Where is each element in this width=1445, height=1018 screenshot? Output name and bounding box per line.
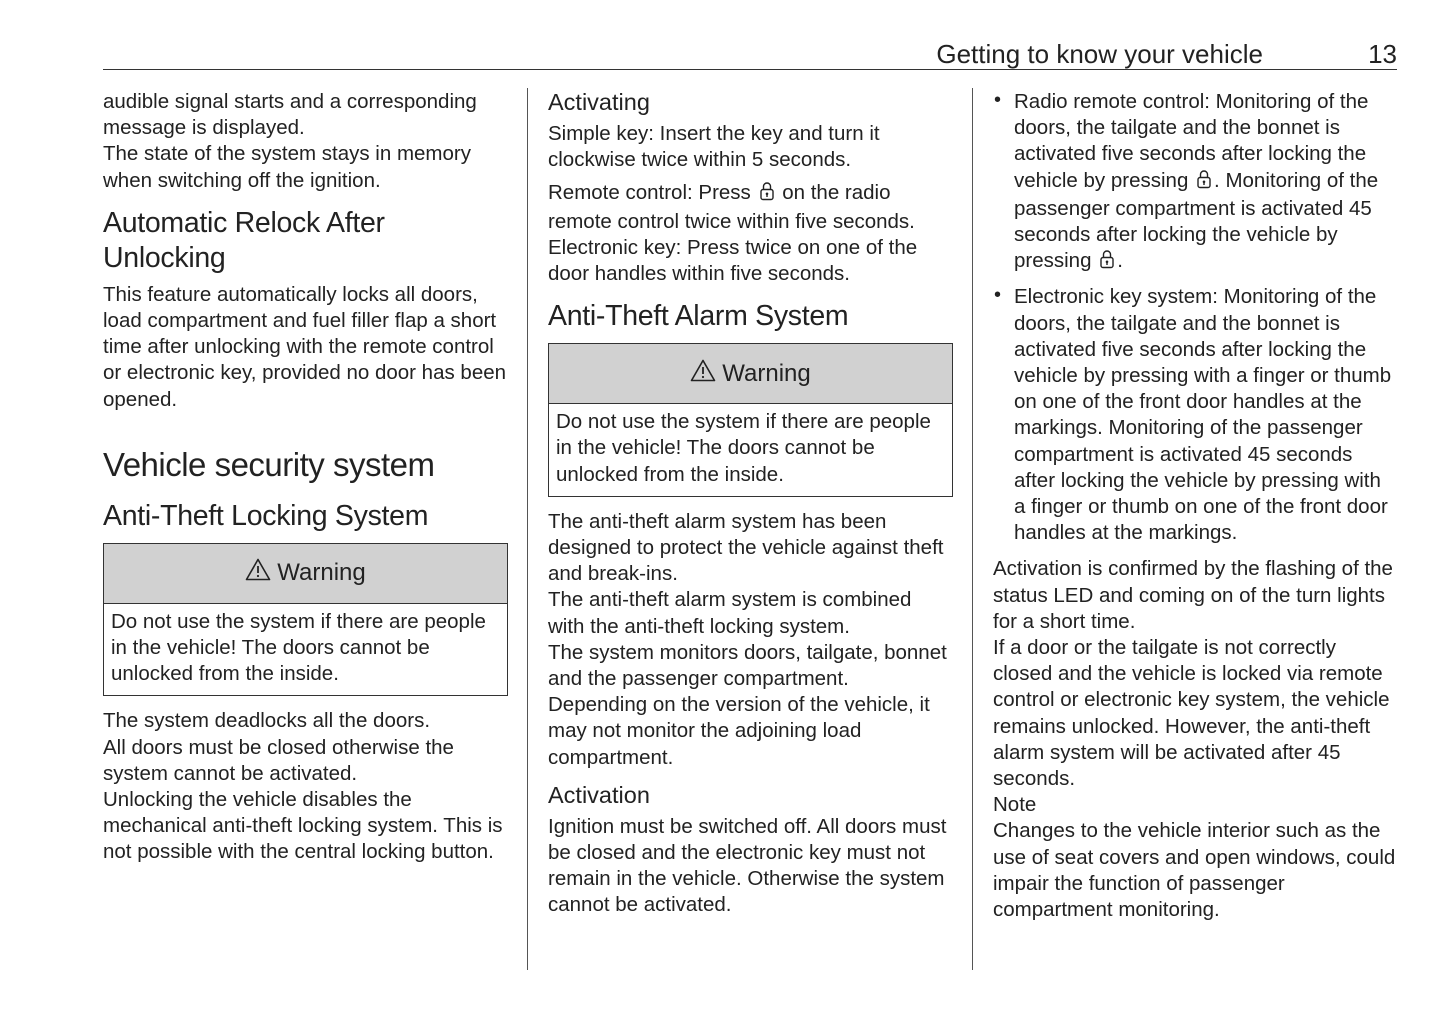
paragraph: The anti-theft alarm system is combined with the anti-theft locking system. bbox=[548, 588, 912, 638]
warning-triangle-icon bbox=[690, 359, 716, 389]
lock-icon bbox=[759, 181, 775, 208]
column-right bbox=[993, 88, 1397, 923]
bullet: • bbox=[994, 284, 1002, 307]
chapter-title: Getting to know your vehicle bbox=[936, 39, 1263, 69]
list-item-text: Electronic key system: Monitoring of the doors, the tailgate and the bonnet is activated five seconds after locking the vehicle by pressing with a finger or thumb on one of the front door handles at the markings. Monitoring of the passenger compartment is activated 45 seconds after locking the vehicle by pressing with a finger or thumb on one of the front door handles at the markings. bbox=[1014, 285, 1392, 545]
paragraph: If a door or the tailgate is not correctly closed and the vehicle is locked via remote control or electronic key system, the vehicle remains unlocked. However, the anti-theft alarm system will be activated after 45 seconds. bbox=[993, 636, 1390, 791]
paragraph: Activation is confirmed by the flashing of the status LED and coming on of the turn lights for a short time. bbox=[993, 557, 1393, 633]
page-header bbox=[103, 38, 1397, 70]
list-item-radio-remote bbox=[993, 89, 1397, 276]
note-body: Changes to the vehicle interior such as the use of seat covers and open windows, could impair the function of passenger compartment monitoring. bbox=[993, 819, 1396, 922]
paragraph: Simple key: Insert the key and turn it clockwise twice within 5 seconds. bbox=[548, 122, 880, 172]
heading-activation: Activation bbox=[548, 781, 650, 808]
lock-icon bbox=[1099, 249, 1115, 276]
heading-vehicle-security-system: Vehicle security system bbox=[103, 445, 435, 483]
warning-body: Do not use the system if there are people in the vehicle! The doors cannot be unlocked from the inside. bbox=[556, 410, 931, 486]
paragraph: All doors must be closed otherwise the system cannot be activated. bbox=[103, 735, 454, 785]
warning-header bbox=[549, 344, 952, 404]
paragraph: Electronic key: Press twice on one of the door handles within five seconds. bbox=[548, 235, 918, 286]
column-divider bbox=[527, 88, 528, 970]
text: . Monitoring of the passenger compartment is activated 45 seconds after locking the vehicle by pressing bbox=[1014, 168, 1379, 273]
note-label: Note bbox=[993, 793, 1037, 817]
paragraph: Depending on the version of the vehicle, it may not monitor the adjoining load compartment. bbox=[548, 693, 930, 769]
warning-triangle-icon bbox=[245, 558, 271, 588]
paragraph: The system monitors doors, tailgate, bonnet and the passenger compartment. bbox=[548, 640, 947, 691]
heading-activating: Activating bbox=[548, 89, 650, 115]
lock-icon bbox=[1196, 169, 1212, 196]
column-middle bbox=[548, 88, 953, 919]
warning-box bbox=[103, 543, 508, 697]
page-number: 13 bbox=[1368, 39, 1397, 69]
warning-body: Do not use the system if there are people in the vehicle! The doors cannot be unlocked from the inside. bbox=[111, 609, 486, 686]
text: on the radio remote control twice within five seconds. bbox=[548, 181, 915, 233]
paragraph: The state of the system stays in memory when switching off the ignition. bbox=[103, 142, 471, 192]
bullet: • bbox=[994, 89, 1002, 111]
heading-anti-theft-locking-system: Anti-Theft Locking System bbox=[103, 499, 429, 532]
paragraph: The system deadlocks all the doors. bbox=[103, 709, 431, 733]
warning-header bbox=[104, 544, 507, 604]
paragraph: Ignition must be switched off. All doors must be closed and the electronic key must not remain in the vehicle. Otherwise the system cannot be activated. bbox=[548, 814, 947, 917]
text: Radio remote control: Monitoring of the doors, the tailgate and the bonnet is activated five seconds after locking the vehicle by pressing bbox=[1014, 90, 1369, 192]
column-divider bbox=[972, 88, 973, 970]
paragraph: This feature automatically locks all doors, load compartment and fuel filler flap a short time after unlocking with the remote control or electronic key, provided no door has been opened. bbox=[103, 282, 507, 411]
paragraph-remote-control bbox=[548, 180, 953, 234]
text: Remote control: Press bbox=[548, 181, 751, 205]
paragraph: audible signal starts and a corresponding message is displayed. bbox=[103, 90, 477, 140]
text: . bbox=[1117, 249, 1123, 273]
heading-automatic-relock: Automatic Relock After Unlocking bbox=[103, 206, 385, 274]
paragraph: Unlocking the vehicle disables the mechanical anti-theft locking system. This is not possible with the central locking button. bbox=[103, 788, 503, 864]
paragraph: The anti-theft alarm system has been designed to protect the vehicle against theft and break-ins. bbox=[548, 509, 944, 586]
column-left bbox=[103, 88, 508, 866]
heading-anti-theft-alarm-system: Anti-Theft Alarm System bbox=[548, 300, 849, 333]
list-item-electronic-key bbox=[993, 284, 1397, 546]
warning-title: Warning bbox=[277, 559, 366, 587]
warning-title: Warning bbox=[722, 359, 811, 387]
warning-box bbox=[548, 343, 953, 497]
list-item-text bbox=[1014, 89, 1397, 276]
